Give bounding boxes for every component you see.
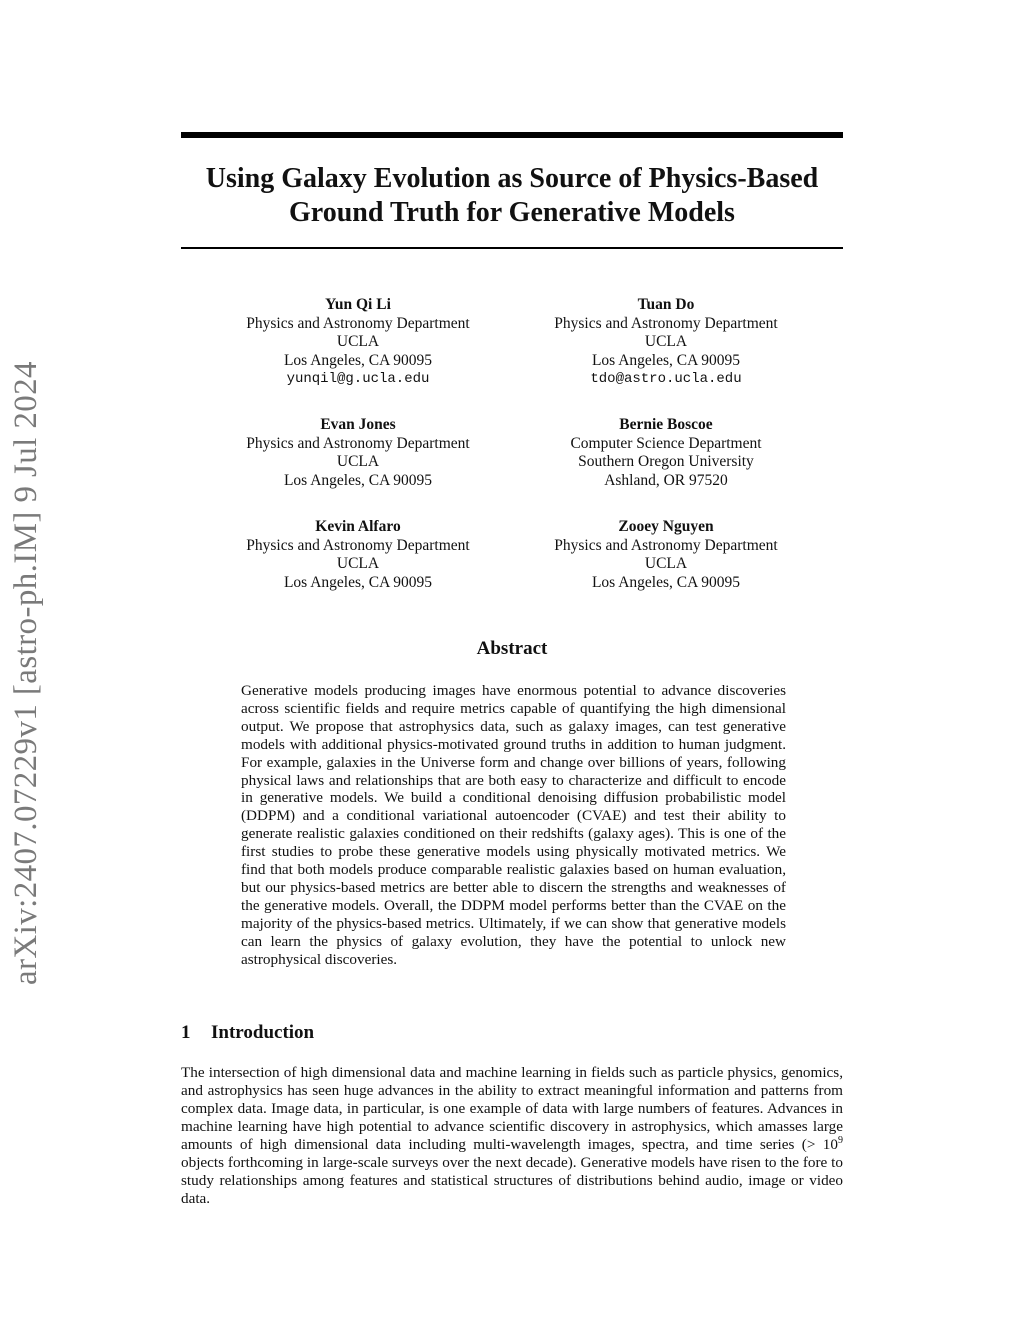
author-block [203, 518, 513, 592]
author-department: Physics and Astronomy Department [246, 314, 470, 332]
author-email[interactable]: yunqil@g.ucla.edu [286, 371, 430, 387]
author-institution: UCLA [336, 555, 380, 572]
author-department: Physics and Astronomy Department [246, 536, 470, 554]
author-block [203, 296, 513, 389]
author-institution: UCLA [336, 453, 380, 470]
author-block [511, 518, 821, 592]
author-email[interactable]: tdo@astro.ucla.edu [590, 371, 742, 387]
author-block [203, 416, 513, 490]
author-institution: UCLA [644, 555, 688, 572]
arxiv-identifier: arXiv:2407.07229v1 [astro-ph.IM] 9 Jul 2024 [8, 361, 44, 985]
intro-text-part-2: objects forthcoming in large-scale surveys over the next decade). Generative models have risen to the fore to study relationships among features and statistical structures of distributions behind audio, image or video data. [181, 1154, 843, 1207]
intro-text-part-1: The intersection of high dimensional data and machine learning in fields such as particle physics, genomics, and astrophysics has seen huge advances in the ability to extract meaningful information and patterns from complex data. Image data, in particular, is one example of data with large numbers of features. Advances in machine learning have high potential to advance scientific discovery in astrophysics, which amasses large amounts of high dimensional data including multi-wavelength images, spectra, and time series (> 10 [181, 1064, 843, 1153]
author-department: Physics and Astronomy Department [554, 536, 778, 554]
author-location: Los Angeles, CA 90095 [283, 471, 433, 489]
author-location: Los Angeles, CA 90095 [591, 573, 741, 591]
author-institution: UCLA [644, 333, 688, 350]
section-heading [181, 1022, 314, 1044]
author-location: Los Angeles, CA 90095 [283, 351, 433, 369]
title-line-1: Using Galaxy Evolution as Source of Physics-Based [205, 163, 819, 194]
author-institution: UCLA [336, 333, 380, 350]
author-department: Computer Science Department [570, 434, 762, 452]
author-name: Zooey Nguyen [618, 518, 714, 535]
author-location: Los Angeles, CA 90095 [283, 573, 433, 591]
title-bottom-rule [181, 247, 843, 249]
author-block [511, 416, 821, 490]
author-institution: Southern Oregon University [578, 453, 754, 470]
title-top-rule [181, 132, 843, 138]
section-number: 1 [181, 1022, 191, 1043]
author-name: Evan Jones [320, 416, 396, 433]
section-title: Introduction [211, 1022, 315, 1043]
paper-title [181, 162, 843, 230]
abstract-text: Generative models producing images have enormous potential to advance discoveries across scientific fields and require metrics capable of quantifying the high dimensional output. We propose that astrophysics data, such as galaxy images, can test generative models with additional physics-motivated ground truths in addition to human judgment. For example, galaxies in the Universe form and change over billions of years, following physical laws and relationships that are both easy to characterize and difficult to encode in generative models. We build a conditional denoising diffusion probabilistic model (DDPM) and a conditional variational autoencoder (CVAE) and test their ability to generate realistic galaxies conditioned on their redshifts (galaxy ages). This is one of the first studies to probe these generative models using physically motivated metrics. We find that both models produce comparable realistic galaxies based on human evaluation, but our physics-based metrics are better able to discern the strengths and weaknesses of the generative models. Overall, the DDPM model performs better than the CVAE on the majority of the physics-based metrics. Ultimately, if we can show that generative models can learn the physics of galaxy evolution, they have the potential to unlock new astrophysical discoveries. [241, 682, 786, 968]
author-name: Bernie Boscoe [619, 416, 713, 433]
power-exponent: 9 [838, 1134, 843, 1146]
author-name: Tuan Do [637, 296, 695, 313]
author-department: Physics and Astronomy Department [554, 314, 778, 332]
author-department: Physics and Astronomy Department [246, 434, 470, 452]
abstract-heading: Abstract [476, 638, 548, 659]
title-line-2: Ground Truth for Generative Models [289, 197, 735, 228]
author-name: Yun Qi Li [325, 296, 391, 313]
introduction-text [181, 1064, 843, 1208]
author-location: Los Angeles, CA 90095 [591, 351, 741, 369]
author-location: Ashland, OR 97520 [604, 471, 728, 489]
author-block [511, 296, 821, 389]
author-name: Kevin Alfaro [315, 518, 401, 535]
